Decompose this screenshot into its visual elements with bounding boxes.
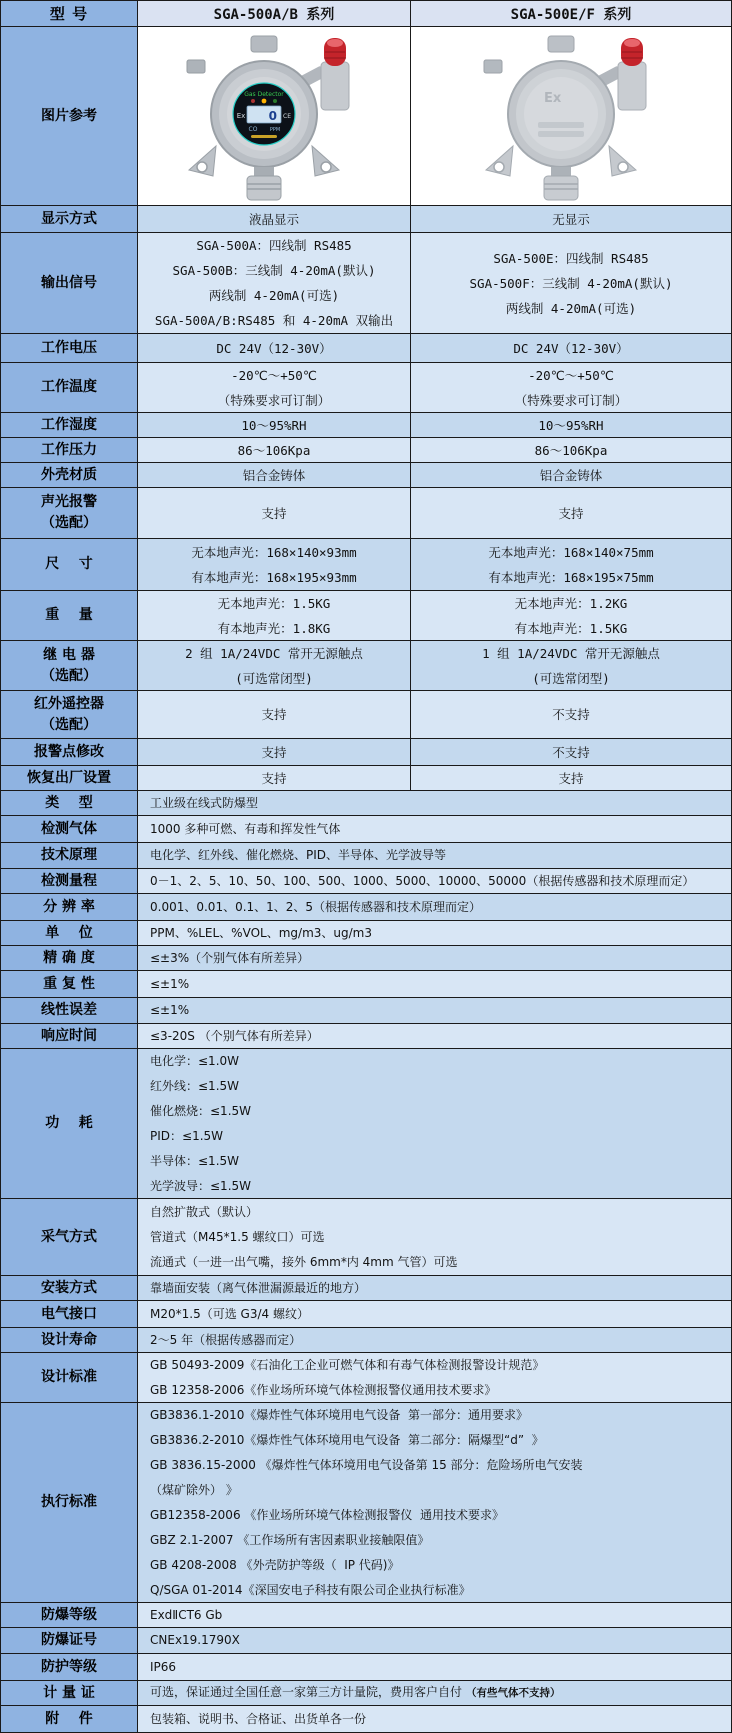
table-row [1,413,731,438]
col-header-series-b: SGA-500E/F 系列 [411,1,731,26]
spec-value: 支持 [558,770,584,786]
spec-cell-span [138,1681,731,1705]
spec-cell-span [138,1353,731,1402]
spec-value: GB 50493-2009《石油化工企业可燃气体和有毒气体检测报警设计规范》 [150,1357,545,1372]
table-row [1,641,731,691]
row-label [1,1681,138,1705]
spec-value: 两线制 4-20mA(可选) [208,288,340,303]
row-label [1,1706,138,1732]
spec-value: 86～106Kpa [237,442,311,458]
spec-value: IP66 [150,1659,177,1674]
row-label-text: 电气接口 [41,1305,97,1322]
ex-marking-text: Ex [544,91,562,106]
table-row [1,1654,731,1681]
spec-cell-a [138,413,411,437]
spec-value: 有本地声光：168×195×75mm [488,569,654,585]
spec-value: 支持 [261,744,287,760]
gas-detector-a-illustration [169,30,379,202]
spec-value: 无显示 [552,211,590,227]
spec-value: 支持 [261,707,287,722]
spec-cell-b [411,591,731,640]
row-label-text: 设计寿命 [41,1331,97,1348]
ce-mark-text: CE [283,113,291,120]
lcd-value-text: 0 [268,109,277,123]
row-label [1,946,138,970]
row-label-text: 精 确 度 [43,949,95,966]
table-row [1,1706,731,1733]
spec-cell-span [138,1328,731,1352]
spec-cell-b [411,413,731,437]
table-row [1,998,731,1024]
row-label-text: 工作压力 [41,441,97,458]
spec-value: (可选常闭型) [532,670,610,686]
spec-value: 有本地声光：1.8KG [217,620,331,636]
row-label [1,1024,138,1048]
row-label [1,1049,138,1198]
row-label-text: （选配） [41,667,97,684]
spec-value: 铝合金铸体 [242,467,306,483]
row-label-text: 声光报警 [41,494,97,510]
table-row [1,1328,731,1353]
spec-cell-span [138,971,731,997]
spec-cell-span [138,1276,731,1300]
row-label [1,363,138,412]
table-row [1,766,731,791]
spec-value: 催化燃烧：≤1.5W [150,1103,252,1118]
spec-value: 半导体：≤1.5W [150,1153,240,1168]
spec-value: 0－1、2、5、10、50、100、500、1000、5000、10000、50000（根据传感器和技术原理而定） [150,873,695,888]
row-label [1,1199,138,1275]
row-label [1,1328,138,1352]
spec-cell-span [138,1706,731,1732]
spec-cell-a [138,739,411,765]
spec-value: 支持 [261,505,287,521]
row-label-text: 工作电压 [41,339,97,356]
row-label [1,413,138,437]
row-label [1,206,138,232]
spec-cell-span [138,869,731,893]
spec-value: 管道式（M45*1.5 螺纹口）可选 [150,1229,325,1244]
spec-cell-b [411,363,731,412]
table-row [1,1301,731,1328]
row-label [1,766,138,790]
spec-cell-a [138,641,411,690]
spec-value: Q/SGA 01-2014《深国安电子科技有限公司企业执行标准》 [150,1582,471,1597]
row-label-text: 计 量 证 [43,1684,95,1701]
spec-value: 光学波导：≤1.5W [150,1178,252,1193]
spec-value-line [150,1681,561,1705]
spec-value: PPM、%LEL、%VOL、mg/m3、ug/m3 [150,925,372,940]
spec-cell-span [138,1024,731,1048]
gas-detector-b-illustration [466,30,676,202]
row-label-text: 报警点修改 [34,743,104,760]
row-label-text: 类 型 [45,794,93,811]
row-label-text: 检测量程 [41,872,97,889]
spec-value: 工业级在线式防爆型 [150,795,259,810]
spec-cell-a [138,438,411,462]
row-label [1,1301,138,1327]
row-label-text: 分 辨 率 [43,898,95,915]
table-row [1,1276,731,1301]
spec-value: GBZ 2.1-2007 《工作场所有害因素职业接触限值》 [150,1532,430,1547]
spec-value: 2 组 1A/24VDC 常开无源触点 [185,645,363,661]
row-label [1,463,138,487]
row-label [1,1654,138,1680]
spec-cell-a [138,363,411,412]
spec-cell-a [138,206,411,232]
spec-cell-a [138,233,411,333]
row-label-text: 检测气体 [41,820,97,837]
sensor-head [544,167,578,200]
spec-cell-span [138,1654,731,1680]
spec-value: 铝合金铸体 [539,467,603,483]
table-row [1,488,731,539]
col-header-series-a: SGA-500A/B 系列 [138,1,411,26]
row-label-text: 采气方式 [41,1228,97,1245]
spec-value: GB 12358-2006《作业场所环境气体检测报警仪通用技术要求》 [150,1382,497,1397]
row-label-text: 防护等级 [41,1658,97,1675]
table-row [1,921,731,946]
table-row [1,791,731,816]
spec-value: 86～106Kpa [534,442,608,458]
row-label [1,539,138,590]
spec-value: -20℃～+50℃ [528,367,614,383]
spec-value: DC 24V（12-30V） [216,340,332,356]
table-row [1,1199,731,1276]
spec-value: （煤矿除外） 》 [150,1482,238,1497]
table-row [1,1603,731,1628]
row-label-text: 防爆证号 [41,1632,97,1648]
row-label-text: 红外遥控器 [34,695,104,712]
spec-cell-b [411,539,731,590]
spec-value: 流通式（一进一出气嘴，接外 6mm*内 4mm 气管）可选 [150,1254,458,1269]
spec-value-note: （有些气体不支持） [466,1687,561,1699]
spec-value: 不支持 [552,744,590,760]
spec-value: M20*1.5（可选 G3/4 螺纹） [150,1306,309,1321]
ex-mark-text: Ex [236,112,246,120]
row-label-text: 功 耗 [45,1115,93,1131]
row-label-text: （选配） [41,716,97,733]
spec-value: GB3836.1-2010《爆炸性气体环境用电气设备 第一部分：通用要求》 [150,1407,529,1422]
row-label-text: 防爆等级 [41,1606,97,1623]
row-label [1,739,138,765]
spec-value: SGA-500E：四线制 RS485 [493,250,649,266]
spec-value: 支持 [558,505,584,521]
table-row [1,691,731,739]
product-photo-a [138,27,411,205]
row-label [1,843,138,868]
spec-value: 红外线：≤1.5W [150,1078,240,1093]
spec-value: DC 24V（12-30V） [513,340,629,356]
spec-cell-span [138,1301,731,1327]
spec-cell-span [138,894,731,920]
spec-value: 电化学：≤1.0W [150,1053,240,1068]
spec-value: 支持 [261,770,287,786]
table-row [1,1353,731,1403]
spec-value: GB12358-2006 《作业场所环境气体检测报警仪 通用技术要求》 [150,1507,505,1522]
spec-cell-span [138,843,731,868]
row-label [1,438,138,462]
gas-label-text: CO [248,126,258,133]
spec-value: 可选，保证通过全国任意一家第三方计量院，费用客户自付 [150,1685,463,1699]
spec-value: GB 3836.15-2000 《爆炸性气体环境用电气设备第 15 部分：危险场所电气安装 [150,1457,583,1472]
table-row [1,233,731,334]
table-row [1,27,731,206]
row-label-text: 安装方式 [41,1279,97,1296]
spec-cell-span [138,816,731,842]
row-label [1,816,138,842]
spec-value: -20℃～+50℃ [231,367,317,383]
row-label-text: 设计标准 [41,1369,97,1385]
spec-value: 两线制 4-20mA(可选) [505,300,637,316]
spec-value: 液晶显示 [248,211,299,227]
spec-value: （特殊要求可订制） [514,392,628,408]
row-label [1,971,138,997]
spec-value: 无本地声光：1.5KG [217,595,331,611]
spec-cell-span [138,998,731,1023]
spec-value: 电化学、红外线、催化燃烧、PID、半导体、光学波导等 [150,848,447,862]
spec-value: GB 4208-2008 《外壳防护等级（ IP 代码)》 [150,1557,400,1572]
spec-cell-a [138,539,411,590]
spec-cell-span [138,921,731,945]
spec-value: 自然扩散式（默认） [150,1204,259,1219]
table-row [1,1628,731,1654]
spec-value: ExdⅡCT6 Gb [150,1607,223,1622]
row-label [1,591,138,640]
spec-value: GB3836.2-2010《爆炸性气体环境用电气设备 第二部分：隔爆型“d” 》 [150,1432,544,1447]
spec-value: 有本地声光：1.5KG [514,620,628,636]
table-row [1,894,731,921]
row-label [1,691,138,738]
row-label-text: 线性误差 [41,1002,97,1018]
spec-cell-b [411,334,731,362]
row-label [1,1276,138,1300]
row-label [1,488,138,538]
table-row [1,591,731,641]
row-label-text: 响应时间 [41,1027,97,1044]
table-row [1,539,731,591]
sensor-head [247,167,281,200]
spec-value: 1000 多种可燃、有毒和挥发性气体 [150,821,341,836]
row-label-text: 输出信号 [41,274,97,291]
table-row [1,438,731,463]
row-label-text: 图片参考 [41,107,97,124]
row-label [1,641,138,690]
spec-value: （特殊要求可订制） [217,392,331,408]
spec-cell-b [411,739,731,765]
row-label-text: 附 件 [45,1710,93,1727]
row-label [1,869,138,893]
table-row [1,463,731,488]
spec-cell-a [138,766,411,790]
spec-cell-span [138,791,731,815]
row-label-text: 技术原理 [41,847,97,863]
table-row [1,1403,731,1603]
row-label [1,1603,138,1627]
spec-value: ≤3-20S （个别气体有所差异） [150,1028,319,1043]
row-label [1,233,138,333]
row-label [1,1353,138,1402]
spec-value: 2～5 年（根据传感器而定） [150,1332,302,1347]
table-row [1,1024,731,1049]
table-row [1,971,731,998]
spec-table-body [1,27,731,1733]
spec-cell-span [138,1603,731,1627]
spec-cell-span [138,1403,731,1602]
spec-value: ≤±3%（个别气体有所差异） [150,950,310,965]
row-label-text: 显示方式 [41,210,97,227]
spec-cell-b [411,206,731,232]
table-row [1,739,731,766]
unit-label-text: PPM [269,127,281,133]
spec-value: PID：≤1.5W [150,1128,224,1143]
row-label-text: 外壳材质 [41,466,97,483]
spec-cell-a [138,463,411,487]
row-label-text: 工作湿度 [41,416,97,433]
spec-value: 1 组 1A/24VDC 常开无源触点 [482,645,660,661]
row-label-text: 重 复 性 [43,975,95,992]
spec-value: 10～95%RH [538,417,604,433]
table-row [1,843,731,869]
spec-cell-b [411,641,731,690]
table-row [1,206,731,233]
spec-cell-b [411,691,731,738]
spec-cell-b [411,463,731,487]
table-row [1,1049,731,1199]
row-label-text: 尺 寸 [45,556,93,572]
table-row [1,334,731,363]
row-label [1,894,138,920]
header-row [1,1,731,27]
spec-value: 不支持 [552,707,590,722]
screen-title-text: Gas Detector [244,91,284,98]
spec-cell-a [138,591,411,640]
spec-value: 10～95%RH [241,417,307,433]
row-label [1,334,138,362]
spec-cell-span [138,1049,731,1198]
row-label-text: （选配） [41,515,97,531]
spec-value: (可选常闭型) [235,670,313,686]
row-label [1,998,138,1023]
table-row [1,363,731,413]
row-label [1,1628,138,1653]
table-row [1,946,731,971]
product-photo-b [411,27,731,205]
spec-cell-span [138,1199,731,1275]
spec-value: ≤±1% [150,976,190,991]
spec-value: CNEx19.1790X [150,1633,240,1647]
spec-value: SGA-500F：三线制 4-20mA(默认) [469,275,673,291]
row-label-text: 单 位 [45,924,93,941]
spec-value: SGA-500B：三线制 4-20mA(默认) [172,263,376,278]
spec-value: 包装箱、说明书、合格证、出货单各一份 [150,1711,367,1726]
table-row [1,1681,731,1706]
row-label [1,921,138,945]
spec-cell-a [138,691,411,738]
spec-cell-b [411,233,731,333]
spec-cell-b [411,438,731,462]
spec-cell-a [138,334,411,362]
spec-value: 0.001、0.01、0.1、1、2、5（根据传感器和技术原理而定） [150,899,482,914]
row-label [1,791,138,815]
col-header-model: 型 号 [1,1,138,26]
spec-value: SGA-500A/B:RS485 和 4-20mA 双输出 [154,313,394,328]
spec-value: 无本地声光：168×140×93mm [191,544,357,560]
spec-cell-span [138,1628,731,1653]
row-label-text: 恢复出厂设置 [27,769,111,786]
spec-value: 有本地声光：168×195×93mm [191,569,357,585]
spec-value: 无本地声光：1.2KG [514,595,628,611]
table-row [1,869,731,894]
spec-cell-span [138,946,731,970]
row-label [1,1403,138,1602]
spec-value: ≤±1% [150,1003,190,1017]
row-label-text: 工作温度 [41,379,97,395]
row-label [1,27,138,205]
spec-cell-b [411,488,731,538]
spec-value: 靠墙面安装（离气体泄漏源最近的地方） [150,1280,367,1295]
spec-value: 无本地声光：168×140×75mm [488,544,654,560]
row-label-text: 继 电 器 [43,646,95,663]
table-row [1,816,731,843]
row-label-text: 重 量 [45,607,93,623]
spec-cell-a [138,488,411,538]
spec-cell-b [411,766,731,790]
spec-value: SGA-500A：四线制 RS485 [196,238,352,253]
row-label-text: 执行标准 [41,1494,97,1510]
lcd-display [233,83,295,145]
